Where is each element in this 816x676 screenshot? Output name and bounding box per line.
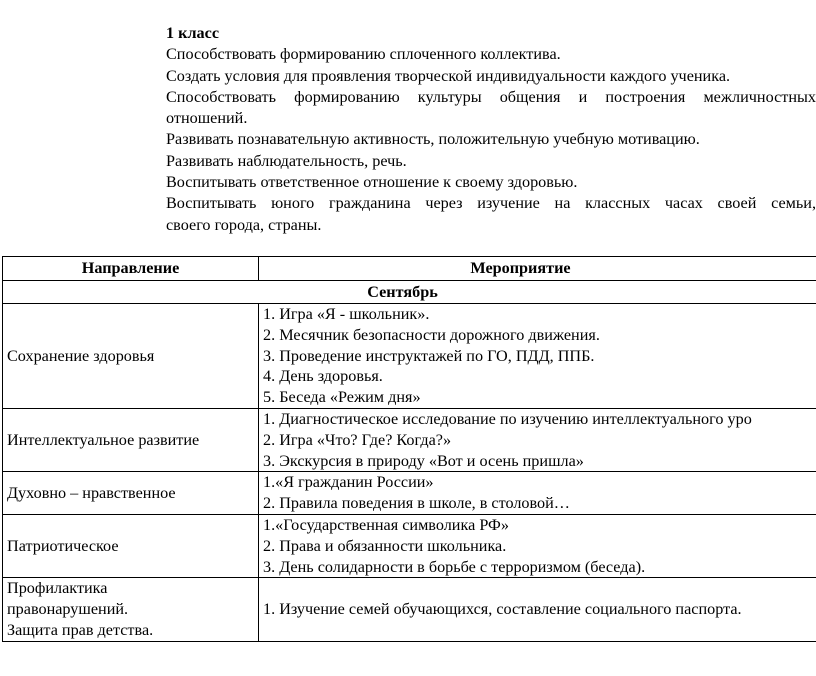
event-item: 3. День солидарности в борьбе с терроризмом (беседа). [263, 557, 646, 576]
event-item: 4. День здоровья. [263, 367, 383, 386]
event-item: 3. Проведение инструктажей по ГО, ПДД, ППБ. [263, 346, 595, 365]
event-item: 1.«Государственная символика РФ» [263, 515, 509, 534]
event-item: 2. Права и обязанности школьника. [263, 536, 507, 555]
direction-cell [3, 578, 259, 641]
events-cell [259, 408, 816, 471]
direction-line: Защита прав детства. [7, 620, 154, 639]
plan-table [2, 256, 816, 642]
events-cell [259, 578, 816, 641]
goal-line: Воспитывать юного гражданина через изучение на классных часах своей семьи, [166, 194, 816, 213]
table-row [3, 304, 816, 409]
table-header-row [3, 257, 816, 281]
event-item: 1. Изучение семей обучающихся, составление социального паспорта. [263, 600, 742, 619]
event-item: 3. Экскурсия в природу «Вот и осень пришла» [263, 451, 584, 470]
events-cell [259, 472, 816, 515]
goal-line: Развивать познавательную активность, положительную учебную мотивацию. [166, 130, 700, 149]
goal-line: Создать условия для проявления творческой индивидуальности каждого ученика. [166, 66, 731, 85]
goal-line: Развивать наблюдательность, речь. [166, 151, 407, 170]
event-item: 1. Диагностическое исследование по изучению интеллектуального уро [263, 409, 752, 428]
goal-line: Способствовать формированию сплоченного коллектива. [166, 45, 561, 64]
event-item: 2. Месячник безопасности дорожного движения. [263, 325, 600, 344]
table-row [3, 408, 816, 471]
event-item: 2. Игра «Что? Где? Когда?» [263, 430, 452, 449]
direction-cell: Патриотическое [3, 514, 259, 577]
direction-line: Профилактика [7, 579, 108, 598]
direction-cell: Интеллектуальное развитие [3, 408, 259, 471]
goal-line: Способствовать формированию культуры общения и построения межличностных [166, 87, 816, 106]
header-events-label: Мероприятие [470, 259, 571, 278]
goal-line: Воспитывать ответственное отношение к своему здоровью. [166, 173, 578, 192]
intro-goals [166, 23, 816, 236]
event-item: 5. Беседа «Режим дня» [263, 388, 421, 407]
event-item: 1.«Я гражданин России» [263, 473, 434, 492]
event-item: 2. Правила поведения в школе, в столовой… [263, 494, 570, 513]
month-label: Сентябрь [367, 282, 438, 301]
grade-title: 1 класс [166, 24, 220, 42]
table-row [3, 578, 816, 641]
direction-line: правонарушений. [7, 600, 129, 619]
goal-line: отношений. [166, 109, 248, 128]
event-item: 1. Игра «Я - школьник». [263, 305, 430, 323]
events-cell [259, 514, 816, 577]
header-direction: Направление [3, 257, 259, 281]
table-row [3, 514, 816, 577]
table-row [3, 472, 816, 515]
goal-line: своего города, страны. [166, 215, 322, 234]
month-cell [3, 281, 816, 304]
direction-cell: Духовно – нравственное [3, 472, 259, 515]
month-row [3, 281, 816, 304]
events-cell [259, 304, 816, 409]
header-events [259, 257, 816, 281]
direction-cell: Сохранение здоровья [3, 304, 259, 409]
